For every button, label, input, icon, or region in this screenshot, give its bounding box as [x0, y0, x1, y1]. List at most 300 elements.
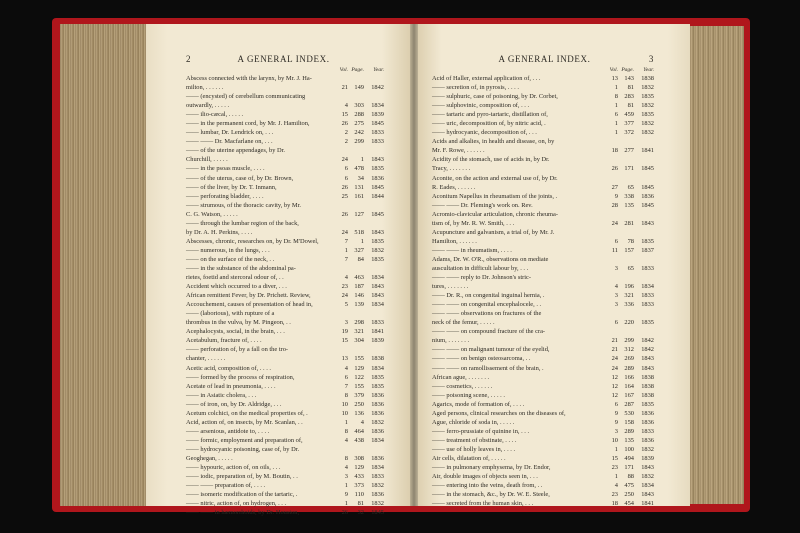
entry-vol: 3: [344, 319, 348, 327]
index-entry: [432, 318, 654, 327]
index-entry: [186, 228, 384, 237]
entry-page: 88: [627, 473, 634, 481]
entry-vol: 9: [614, 418, 618, 426]
entry-text: Geoghegan, . . . . .: [186, 454, 233, 462]
index-entry: [186, 282, 384, 291]
entry-vol: 24: [611, 219, 618, 227]
entry-page: [618, 210, 634, 219]
entry-page: 1: [360, 156, 364, 164]
entry-page: [618, 309, 634, 318]
entry-text: —— uric, decomposition of, by nitric acid, .: [432, 120, 546, 128]
entry-page: [618, 273, 634, 282]
entry-year: 1833: [371, 319, 384, 327]
entry-page: 81: [357, 500, 364, 508]
entry-page: 78: [627, 237, 634, 245]
entry-year: 1836: [371, 427, 384, 435]
entry-year: 1836: [371, 400, 384, 408]
entry-page: 196: [624, 283, 634, 291]
entry-year: 1832: [371, 418, 384, 426]
entry-year: [634, 309, 654, 318]
entry-text: Acephalocysts, social, in the brain, . . .: [186, 328, 285, 336]
entry-page: 135: [624, 201, 634, 209]
entry-vol: 25: [341, 192, 348, 200]
entry-text: chanter, . . . . . .: [186, 355, 226, 363]
entry-vol: [336, 445, 348, 454]
index-entry: [432, 74, 654, 83]
entry-year: [364, 146, 384, 155]
entry-year: 1837: [641, 246, 654, 254]
index-entry: [186, 291, 384, 300]
entry-vol: 23: [611, 491, 618, 499]
entry-page: 164: [624, 382, 634, 390]
entry-vol: 1: [344, 246, 348, 254]
index-entry: [186, 119, 384, 128]
index-entry: [186, 309, 384, 318]
entry-text: Aconite, on the action and external use of, by Dr.: [432, 174, 558, 182]
entry-page: 438: [354, 436, 364, 444]
entry-year: 1843: [641, 355, 654, 363]
entry-year: [364, 264, 384, 273]
entry-text: —— strumous, of the thoracic cavity, by Mr.: [186, 201, 301, 209]
index-entry: [432, 472, 654, 481]
entry-year: 1839: [371, 337, 384, 345]
entry-page: 433: [354, 473, 364, 481]
entry-text: —— of the liver, by Dr. T. Inmann,: [186, 183, 277, 191]
entry-page: 275: [354, 120, 364, 128]
entry-year: [634, 228, 654, 237]
right-col-year: Year.: [643, 67, 654, 73]
index-entry: [432, 345, 654, 354]
entry-year: [364, 309, 384, 318]
index-entry: [186, 246, 384, 255]
entry-year: 1843: [641, 491, 654, 499]
entry-page: 143: [624, 75, 634, 82]
entry-text: —— on the surface of the neck, . .: [186, 255, 275, 263]
entry-year: 1839: [641, 454, 654, 462]
left-col-year: Year.: [373, 67, 384, 73]
entry-year: 1842: [371, 84, 384, 92]
entry-year: 1841: [641, 500, 654, 508]
entry-page: 100: [624, 445, 634, 453]
entry-year: 1832: [371, 246, 384, 254]
entry-page: 129: [354, 364, 364, 372]
entry-year: 1843: [371, 292, 384, 300]
entry-page: 84: [357, 255, 364, 263]
entry-vol: 9: [344, 491, 348, 499]
index-entry: [186, 490, 384, 499]
entry-year: 1835: [371, 165, 384, 173]
index-entry: [432, 219, 654, 228]
entry-vol: 26: [341, 210, 348, 218]
entry-text: —— —— reply to Dr. Johnson's stric-: [432, 274, 531, 282]
entry-page: 166: [624, 373, 634, 381]
entry-page: 288: [354, 111, 364, 119]
entry-year: 1838: [641, 373, 654, 381]
entry-text: —— in the permanent cord, by Mr. J. Hamilton,: [186, 120, 310, 128]
index-entry: [186, 409, 384, 418]
entry-page: 65: [627, 183, 634, 191]
entry-page: [348, 92, 364, 101]
entry-text: milton, . . . . . .: [186, 84, 224, 92]
entry-page: 171: [624, 464, 634, 472]
entry-page: 530: [624, 409, 634, 417]
entry-page: 4: [360, 418, 364, 426]
entry-vol: 6: [614, 237, 618, 245]
entry-year: 1844: [371, 192, 384, 200]
entry-page: 299: [354, 138, 364, 146]
entry-year: 1835: [641, 93, 654, 101]
entry-text: Acidity of the stomach, use of acids in, by Dr.: [432, 156, 550, 164]
entry-vol: 26: [341, 120, 348, 128]
index-entry: [432, 463, 654, 472]
entry-year: 1832: [641, 84, 654, 92]
right-index-entries: [432, 74, 654, 508]
index-entry: [186, 427, 384, 436]
entry-year: 1843: [371, 283, 384, 291]
entry-vol: 4: [344, 436, 348, 444]
index-entry: [432, 155, 654, 164]
entry-text: Aged persons, clinical researches on the diseases of,: [432, 409, 566, 417]
entry-page: 32: [357, 509, 364, 517]
entry-vol: [336, 74, 348, 83]
index-entry: [432, 201, 654, 210]
entry-text: —— isomeric modification of the tartaric, .: [186, 491, 298, 499]
entry-text: —— of iron, on, by Dr. Aldridge, . . .: [186, 400, 282, 408]
index-entry: [432, 391, 654, 400]
entry-text: —— —— Dr. Fleming's work on. Rev.: [432, 201, 533, 209]
index-entry: [186, 354, 384, 363]
entry-text: —— —— in rheumatism, . . . .: [432, 246, 512, 254]
index-entry: [432, 309, 654, 318]
entry-vol: 4: [344, 364, 348, 372]
entry-page: [348, 219, 364, 228]
index-entry: [186, 146, 384, 155]
index-entry: [186, 418, 384, 427]
entry-year: 1834: [371, 102, 384, 110]
entry-text: —— entering into the veins, death from, . .: [432, 482, 543, 490]
index-entry: [432, 273, 654, 282]
entry-year: 1843: [371, 228, 384, 236]
index-entry: [186, 364, 384, 373]
entry-vol: 26: [341, 183, 348, 191]
index-entry: [432, 183, 654, 192]
entry-vol: 21: [611, 346, 618, 354]
entry-text: Adams, Dr. W. O'R., observations on mediate: [432, 255, 549, 263]
index-entry: [186, 327, 384, 336]
index-entry: [432, 146, 654, 155]
entry-text: Abscesses, chronic, researches on, by Dr. M'Dowel,: [186, 237, 319, 245]
index-entry: [432, 228, 654, 237]
entry-vol: 12: [611, 382, 618, 390]
entry-vol: [606, 174, 618, 183]
entry-text: Accident which occurred to a diver, . . .: [186, 283, 287, 291]
index-entry: [186, 201, 384, 210]
index-entry: [186, 101, 384, 110]
entry-year: 1833: [641, 292, 654, 300]
entry-text: —— treatment of obstinate, . . . .: [432, 436, 517, 444]
entry-page: 167: [624, 391, 634, 399]
entry-year: [364, 219, 384, 228]
entry-vol: 3: [614, 427, 618, 435]
entry-year: [364, 445, 384, 454]
entry-vol: 6: [614, 400, 618, 408]
entry-vol: 26: [611, 165, 618, 173]
index-entry: [186, 219, 384, 228]
entry-text: —— iodic, preparation of, by M. Boutin, . .: [186, 473, 298, 481]
entry-vol: 13: [341, 355, 348, 363]
entry-text: Accouchement, causes of presentation of head in,: [186, 301, 313, 309]
entry-text: —— hypouric, action of, on oils, . . .: [186, 464, 281, 472]
entry-year: 1832: [641, 445, 654, 453]
index-entry: [186, 237, 384, 246]
entry-text: tism of, by Mr. R. W. Smith, . . .: [432, 219, 515, 227]
index-entry: [186, 110, 384, 119]
entry-page: 373: [354, 482, 364, 490]
entry-year: 1832: [641, 473, 654, 481]
entry-vol: 1: [344, 500, 348, 508]
entry-page: [618, 174, 634, 183]
entry-year: [634, 210, 654, 219]
entry-page: 34: [357, 174, 364, 182]
entry-year: 1832: [371, 500, 384, 508]
entry-page: 139: [354, 301, 364, 309]
index-entry: [186, 128, 384, 137]
index-entry: [432, 454, 654, 463]
entry-page: 155: [354, 355, 364, 363]
entry-text: rietes, foetid and stercoral odour of, . .: [186, 274, 284, 282]
left-page-number: 2: [186, 54, 192, 64]
page-block-right: [690, 26, 744, 504]
entry-year: 1835: [641, 111, 654, 119]
entry-year: 1845: [641, 165, 654, 173]
entry-year: [634, 273, 654, 282]
entry-text: Acid, action of, on insects, by Mr. Scanlan, . .: [186, 418, 303, 426]
index-entry: [186, 463, 384, 472]
entry-page: 131: [354, 183, 364, 191]
left-page: [146, 24, 414, 517]
entry-text: —— secretion of, in pyrosis, . . . .: [432, 84, 519, 92]
index-entry: [432, 237, 654, 246]
entry-page: 464: [354, 427, 364, 435]
index-entry: [186, 300, 384, 309]
index-entry: [186, 92, 384, 101]
entry-vol: [606, 228, 618, 237]
entry-text: —— (encysted) of cerebellum communicating: [186, 93, 306, 101]
entry-year: 1836: [641, 192, 654, 200]
entry-vol: 1: [614, 84, 618, 92]
entry-vol: [336, 92, 348, 101]
entry-page: 336: [624, 301, 634, 309]
entry-vol: 3: [614, 301, 618, 309]
entry-year: 1836: [371, 454, 384, 462]
entry-page: [348, 309, 364, 318]
entry-year: 1835: [371, 237, 384, 245]
entry-text: Acid of Haller, external application of, . . .: [432, 75, 541, 82]
entry-page: 161: [354, 192, 364, 200]
entry-text: R. Eades, . . . . . .: [432, 183, 476, 191]
entry-page: 155: [354, 382, 364, 390]
entry-year: 1832: [641, 120, 654, 128]
entry-vol: 1: [614, 102, 618, 110]
entry-year: 1842: [641, 346, 654, 354]
entry-vol: [606, 309, 618, 318]
entry-year: 1843: [641, 219, 654, 227]
index-entry: [186, 83, 384, 92]
entry-text: —— —— on malignant tumour of the eyelid,: [432, 346, 550, 354]
entry-page: 122: [354, 373, 364, 381]
index-entry: [432, 373, 654, 382]
entry-vol: [606, 155, 618, 164]
entry-vol: [336, 264, 348, 273]
index-entry: [432, 499, 654, 508]
entry-vol: [336, 345, 348, 354]
entry-year: 1834: [371, 301, 384, 309]
index-entry: [186, 336, 384, 345]
entry-page: 454: [624, 500, 634, 508]
entry-page: [348, 74, 364, 83]
entry-vol: 8: [344, 391, 348, 399]
entry-vol: 7: [344, 237, 348, 245]
entry-year: 1834: [371, 274, 384, 282]
entry-year: 1834: [371, 364, 384, 372]
right-running-title: A GENERAL INDEX.: [498, 54, 591, 64]
entry-vol: 24: [611, 355, 618, 363]
entry-page: 518: [354, 228, 364, 236]
entry-vol: 24: [611, 364, 618, 372]
entry-year: 1836: [641, 436, 654, 444]
entry-text: —— secreted from the human skin, . . .: [432, 500, 534, 508]
index-entry: [432, 382, 654, 391]
entry-text: Acromio-clavicular articulation, chronic rheuma-: [432, 210, 558, 218]
entry-vol: 13: [611, 75, 618, 82]
entry-page: 299: [624, 337, 634, 345]
entry-year: [634, 155, 654, 164]
entry-year: 1838: [641, 391, 654, 399]
entry-year: 1833: [371, 138, 384, 146]
entry-text: —— perforation of, by a fall on the tro-: [186, 346, 289, 354]
index-entry: [432, 255, 654, 264]
entry-page: 149: [354, 84, 364, 92]
entry-page: 377: [624, 120, 634, 128]
right-col-vol: Vol.: [609, 67, 618, 73]
left-page-header: [186, 54, 384, 64]
entry-vol: 24: [341, 156, 348, 164]
entry-vol: 27: [611, 183, 618, 191]
index-entry: [186, 454, 384, 463]
index-entry: [432, 119, 654, 128]
entry-page: 110: [354, 491, 364, 499]
right-page-header: [432, 54, 654, 64]
index-entry: [432, 174, 654, 183]
entry-page: 321: [624, 292, 634, 300]
entry-vol: 23: [611, 464, 618, 472]
entry-page: 171: [624, 165, 634, 173]
entry-text: by Dr. A. H. Perkins, . . . .: [186, 228, 253, 236]
entry-text: Acupuncture and galvanism, a trial of, by Mr. J.: [432, 228, 555, 236]
index-entry: [186, 164, 384, 173]
index-entry: [186, 264, 384, 273]
index-entry: [186, 137, 384, 146]
left-col-vol: Vol.: [339, 67, 348, 73]
entry-vol: 6: [344, 373, 348, 381]
entry-vol: [606, 273, 618, 282]
entry-text: nium, . . . . . . .: [432, 337, 470, 345]
index-entry: [432, 164, 654, 173]
left-column-headings: [186, 67, 384, 73]
index-entry: [186, 382, 384, 391]
index-entry: [432, 92, 654, 101]
index-entry: [186, 373, 384, 382]
entry-year: 1838: [371, 355, 384, 363]
entry-vol: 24: [341, 228, 348, 236]
entry-text: tures, . . . . . . .: [432, 283, 469, 291]
entry-page: 327: [354, 246, 364, 254]
entry-text: —— numerous, in the lungs, . . .: [186, 246, 270, 254]
entry-vol: 1: [344, 482, 348, 490]
entry-vol: 7: [344, 255, 348, 263]
entry-page: 283: [624, 93, 634, 101]
entry-vol: 1: [614, 129, 618, 137]
entry-vol: 9: [614, 192, 618, 200]
entry-page: [618, 155, 634, 164]
entry-page: 494: [624, 454, 634, 462]
entry-text: African remittent Fever, by Dr. Prichett. Review,: [186, 292, 311, 300]
entry-vol: 4: [344, 464, 348, 472]
index-entry: [432, 418, 654, 427]
entry-year: 1836: [371, 391, 384, 399]
entry-page: 81: [627, 102, 634, 110]
entry-vol: 3: [344, 473, 348, 481]
entry-vol: 18: [611, 147, 618, 155]
entry-year: [634, 137, 654, 146]
entry-text: Acids and alkalies, in health and disease, on, by: [432, 138, 555, 146]
entry-text: —— —— on compound fracture of the cra-: [432, 328, 546, 336]
index-entry: [432, 436, 654, 445]
entry-vol: 6: [344, 174, 348, 182]
entry-page: 298: [354, 319, 364, 327]
entry-page: 220: [624, 319, 634, 327]
entry-vol: 2: [344, 138, 348, 146]
entry-page: 289: [624, 364, 634, 372]
entry-page: 158: [624, 418, 634, 426]
index-entry: [432, 246, 654, 255]
entry-vol: 26: [341, 509, 348, 517]
entry-vol: 10: [611, 436, 618, 444]
entry-year: 1833: [371, 473, 384, 481]
entry-year: 1843: [371, 156, 384, 164]
entry-page: 269: [624, 355, 634, 363]
entry-text: —— ferro-prussiate of quinine in, . . .: [432, 427, 530, 435]
entry-text: Agarics, mode of formation of, . . . .: [432, 400, 525, 408]
entry-text: —— of the uterine appendages, by Dr.: [186, 147, 286, 155]
entry-year: 1839: [371, 111, 384, 119]
entry-page: 187: [354, 283, 364, 291]
entry-vol: 10: [341, 400, 348, 408]
entry-text: —— tartaric and pyro-tartaric, distillation of,: [432, 111, 548, 119]
entry-page: 459: [624, 111, 634, 119]
entry-year: 1834: [641, 283, 654, 291]
entry-text: —— lumbar, Dr. Lendrick on, . . .: [186, 129, 274, 137]
index-entry: [186, 472, 384, 481]
entry-year: 1836: [371, 491, 384, 499]
entry-vol: 6: [614, 111, 618, 119]
index-entry: [432, 83, 654, 92]
entry-page: [618, 137, 634, 146]
entry-vol: [606, 137, 618, 146]
entry-page: 475: [624, 482, 634, 490]
entry-year: 1832: [371, 482, 384, 490]
entry-vol: [336, 309, 348, 318]
